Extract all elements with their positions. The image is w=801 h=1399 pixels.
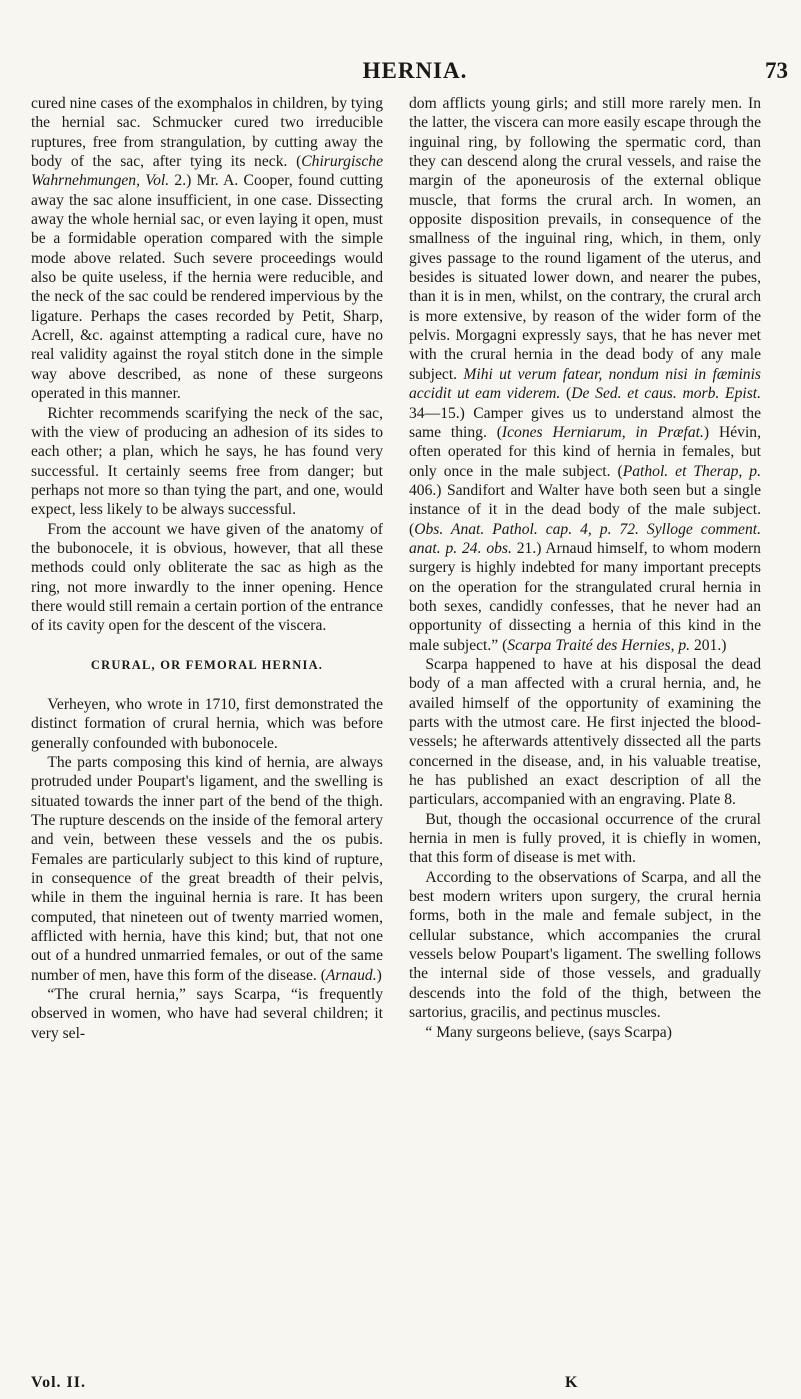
- paragraph-text: cured nine cases of the exomphalos in children, by tying the hernial sac. Schmucker cured two irreducible ruptures, free from strangulation, by cutting away the body of the sac, after tying its neck.: [31, 95, 383, 171]
- paragraph: dom afflicts young girls; and still more rarely men. In the latter, the viscera can more easily escape through the inguinal ring, by following the spermatic cord, than they can descend along the crural vessels, and raise the margin of the aponeurosis of the external oblique muscle, that forms the crural arch. In women, an opposite disposition prevails, in consequence of the smallness of the inguinal ring, which, in them, only gives passage to the round ligament of the uterus, and besides is situated lower down, and nearer the pubes, than it is in men, whilst, on the contrary, the crural arch is more extensive, by reason of the wider form of the pelvis. Morgagni expressly says, that he has never met with the crural hernia in the dead body of any male subject. Mihi ut verum fatear, nondum nisi in fæminis accidit ut eam viderem. (De Sed. et caus. morb. Epist. 34—15.) Camper gives us to understand almost the same thing. (Icones Herniarum, in Præfat.) Hévin, often operated for this kind of hernia in females, but only once in the male subject. (Pathol. et Therap, p. 406.) Sandifort and Walter have both seen but a single instance of it in the dead body of the male subject. (Obs. Anat. Pathol. cap. 4, p. 72. Sylloge comment. anat. p. 24. obs. 21.) Arnaud himself, to whom modern surgery is highly indebted for many important precepts on the operation for the strangulated crural hernia in both sexes, candidly confesses, that he never had an opportunity of dissecting a hernia of this kind in the male subject.” (Scarpa Traité des Hernies, p. 201.): [409, 95, 762, 654]
- paragraph-text: Hévin, often operated for this kind of hernia in females, but only once in the male subject.: [409, 423, 761, 480]
- citation: Scarpa Traité des Hernies, p.: [507, 636, 691, 654]
- citation: Chirurgische Wahrnehmungen, Vol.: [31, 153, 384, 190]
- paragraph: Verheyen, who wrote in 1710, first demonstrated the distinct formation of crural hernia, which was before generally confounded with bubonocele.: [31, 695, 383, 752]
- signature-mark: K: [565, 1374, 578, 1391]
- paragraph: From the account we have given of the anatomy of the bubonocele, it is obvious, however, that all these methods could only obliterate the sac as high as the ring, not more inwardly to the inner opening. Hence there would still remain a certain portion of the entrance of its cavity open for the descent of the viscera.: [31, 520, 383, 635]
- paragraph-text: Sandifort and Walter have both seen but a single instance of it in the dead body of the male subject.: [409, 481, 761, 519]
- citation: Obs. Anat. Pathol. cap. 4, p. 72. Sylloge comment. anat. p. 24. obs.: [409, 520, 761, 557]
- paragraph: cured nine cases of the exomphalos in children, by tying the hernial sac. Schmucker cured two irreducible ruptures, free from strangulation, by cutting away the body of the sac, after tying its neck. (Chirurgische Wahrnehmungen, Vol. 2.) Mr. A. Cooper, found cutting away the sac alone insufficient, in one case. Dissecting away the whole hernial sac, or even laying it open, must be a formidable operation compared with the simple mode above related. Such severe proceedings would also be quite useless, if the hernia were reducible, and the neck of the sac could be rendered impervious by the ligature. Perhaps the cases recorded by Petit, Sharp, Acrell, &c. against attempting a radical cure, have no real validity against the royal stitch done in the simple way above described, as none of these surgeons operated in this manner.: [31, 95, 384, 403]
- paragraph-text: Arnaud himself, to whom modern surgery is highly indebted for many important precepts on the operation for the strangulated crural hernia in both sexes, candidly confesses, that he never had an opportunity of dissecting a hernia of this kind in the male subject.”: [409, 539, 761, 654]
- citation: Pathol. et Therap, p.: [622, 462, 761, 480]
- section-heading: CRURAL, OR FEMORAL HERNIA.: [90, 657, 324, 672]
- right-column: [409, 94, 761, 1042]
- paragraph-text: dom afflicts young girls; and still more rarely men. In the latter, the viscera can more easily escape through the inguinal ring, by following the spermatic cord, than they can descend along the crural vessels, and raise the margin of the aponeurosis of the external oblique muscle, that forms the crural arch. In women, an opposite disposition prevails, in consequence of the smallness of the inguinal ring, which, in them, only gives passage to the round ligament of the uterus, and besides is situated lower down, and nearer the pubes, than it is in men, whilst, on the contrary, the crural arch is more extensive, by reason of the wider form of the pelvis. Morgagni expressly says, that he has never met with the crural hernia in the dead body of any male subject.: [409, 95, 761, 383]
- citation: De Sed. et caus. morb. Epist.: [571, 385, 762, 403]
- citation-number: 201.): [694, 636, 727, 654]
- paragraph: Richter recommends scarifying the neck of the sac, with the view of producing an adhesion of its sides to each other; a plan, which he says, he has found very successful. It certainly seems free from danger; but perhaps not more so than tying the part, and one, would expect, less likely to be always successful.: [31, 404, 383, 519]
- left-column: [31, 94, 383, 1043]
- citation: Icones Herniarum, in Præfat.: [501, 423, 704, 441]
- latin-quote: Mihi ut verum fatear, nondum nisi in fæminis accidit ut eam viderem.: [409, 365, 762, 403]
- running-title: HERNIA.: [362, 58, 468, 83]
- running-head: [30, 58, 800, 88]
- paragraph: According to the observations of Scarpa, and all the best modern writers upon surgery, the crural hernia forms, both in the male and female subject, in the cellular substance, which accompanies the crural vessels below Poupart's ligament. The swelling follows the internal side of those vessels, and gradually descends into the fold of the thigh, between the sartorius, gracilis, and pectinus muscles.: [409, 868, 761, 1022]
- paragraph-text: The parts composing this kind of hernia, are always protruded under Poupart's ligament, and the swelling is situated towards the inner part of the bend of the thigh. The rupture descends on the inside of the femoral artery and vein, between these vessels and the os pubis. Females are particularly subject to this kind of rupture, in consequence of the great breadth of their pelvis, while in them the inguinal hernia is rare. It has been computed, that nineteen out of twenty married women, afflicted with hernia, have this kind; but, that not one out of a hundred unmarried females, or out of the same number of men, have this form of the disease.: [31, 754, 383, 984]
- paragraph: “ Many surgeons believe, (says Scarpa): [425, 1023, 672, 1041]
- citation-number: 406.): [409, 481, 442, 499]
- paragraph-text: Camper gives us to understand almost the same thing.: [409, 404, 761, 441]
- citation-number: 21.): [516, 539, 542, 557]
- volume-mark: Vol. II.: [31, 1374, 86, 1391]
- paragraph-text: 2.) Mr. A. Cooper, found cutting away the sac alone insufficient, in one case. Dissecting away the whole hernial sac, or even laying it open, must be a formidable operation compared with the simple mode above related. Such severe proceedings would also be quite useless, if the hernia were reducible, and the neck of the sac could be rendered impervious by the ligature. Perhaps the cases recorded by Petit, Sharp, Acrell, &c. against attempting a radical cure, have no real validity against the royal stitch done in the simple way above described, as none of these surgeons operated in this manner.: [31, 172, 383, 403]
- paragraph: But, though the occasional occurrence of the crural hernia in men is fully proved, it is chiefly in women, that this form of disease is met with.: [409, 810, 761, 867]
- citation: Arnaud.: [325, 966, 377, 984]
- citation-number: 34—15.): [409, 404, 465, 422]
- paragraph: The parts composing this kind of hernia, are always protruded under Poupart's ligament, and the swelling is situated towards the inner part of the bend of the thigh. The rupture descends on the inside of the femoral artery and vein, between these vessels and the os pubis. Females are particularly subject to this kind of rupture, in consequence of the great breadth of their pelvis, while in them the inguinal hernia is rare. It has been computed, that nineteen out of twenty married women, afflicted with hernia, have this kind; but, that not one out of a hundred unmarried females, or out of the same number of men, have this form of the disease. (Arnaud.): [31, 754, 383, 984]
- page-number: 73: [765, 58, 788, 83]
- paragraph: Scarpa happened to have at his disposal the dead body of a man affected with a crural hernia, and, he availed himself of the opportunity of examining the parts with the utmost care. He first injected the blood-vessels; he afterwards attentively dissected all the parts concerned in the disease, and, in his valuable treatise, he has published an exact description of all the particulars, accompanied with an engraving. Plate 8.: [409, 655, 761, 809]
- paragraph: “The crural hernia,” says Scarpa, “is frequently observed in women, who have had several children; it very sel-: [31, 986, 383, 1042]
